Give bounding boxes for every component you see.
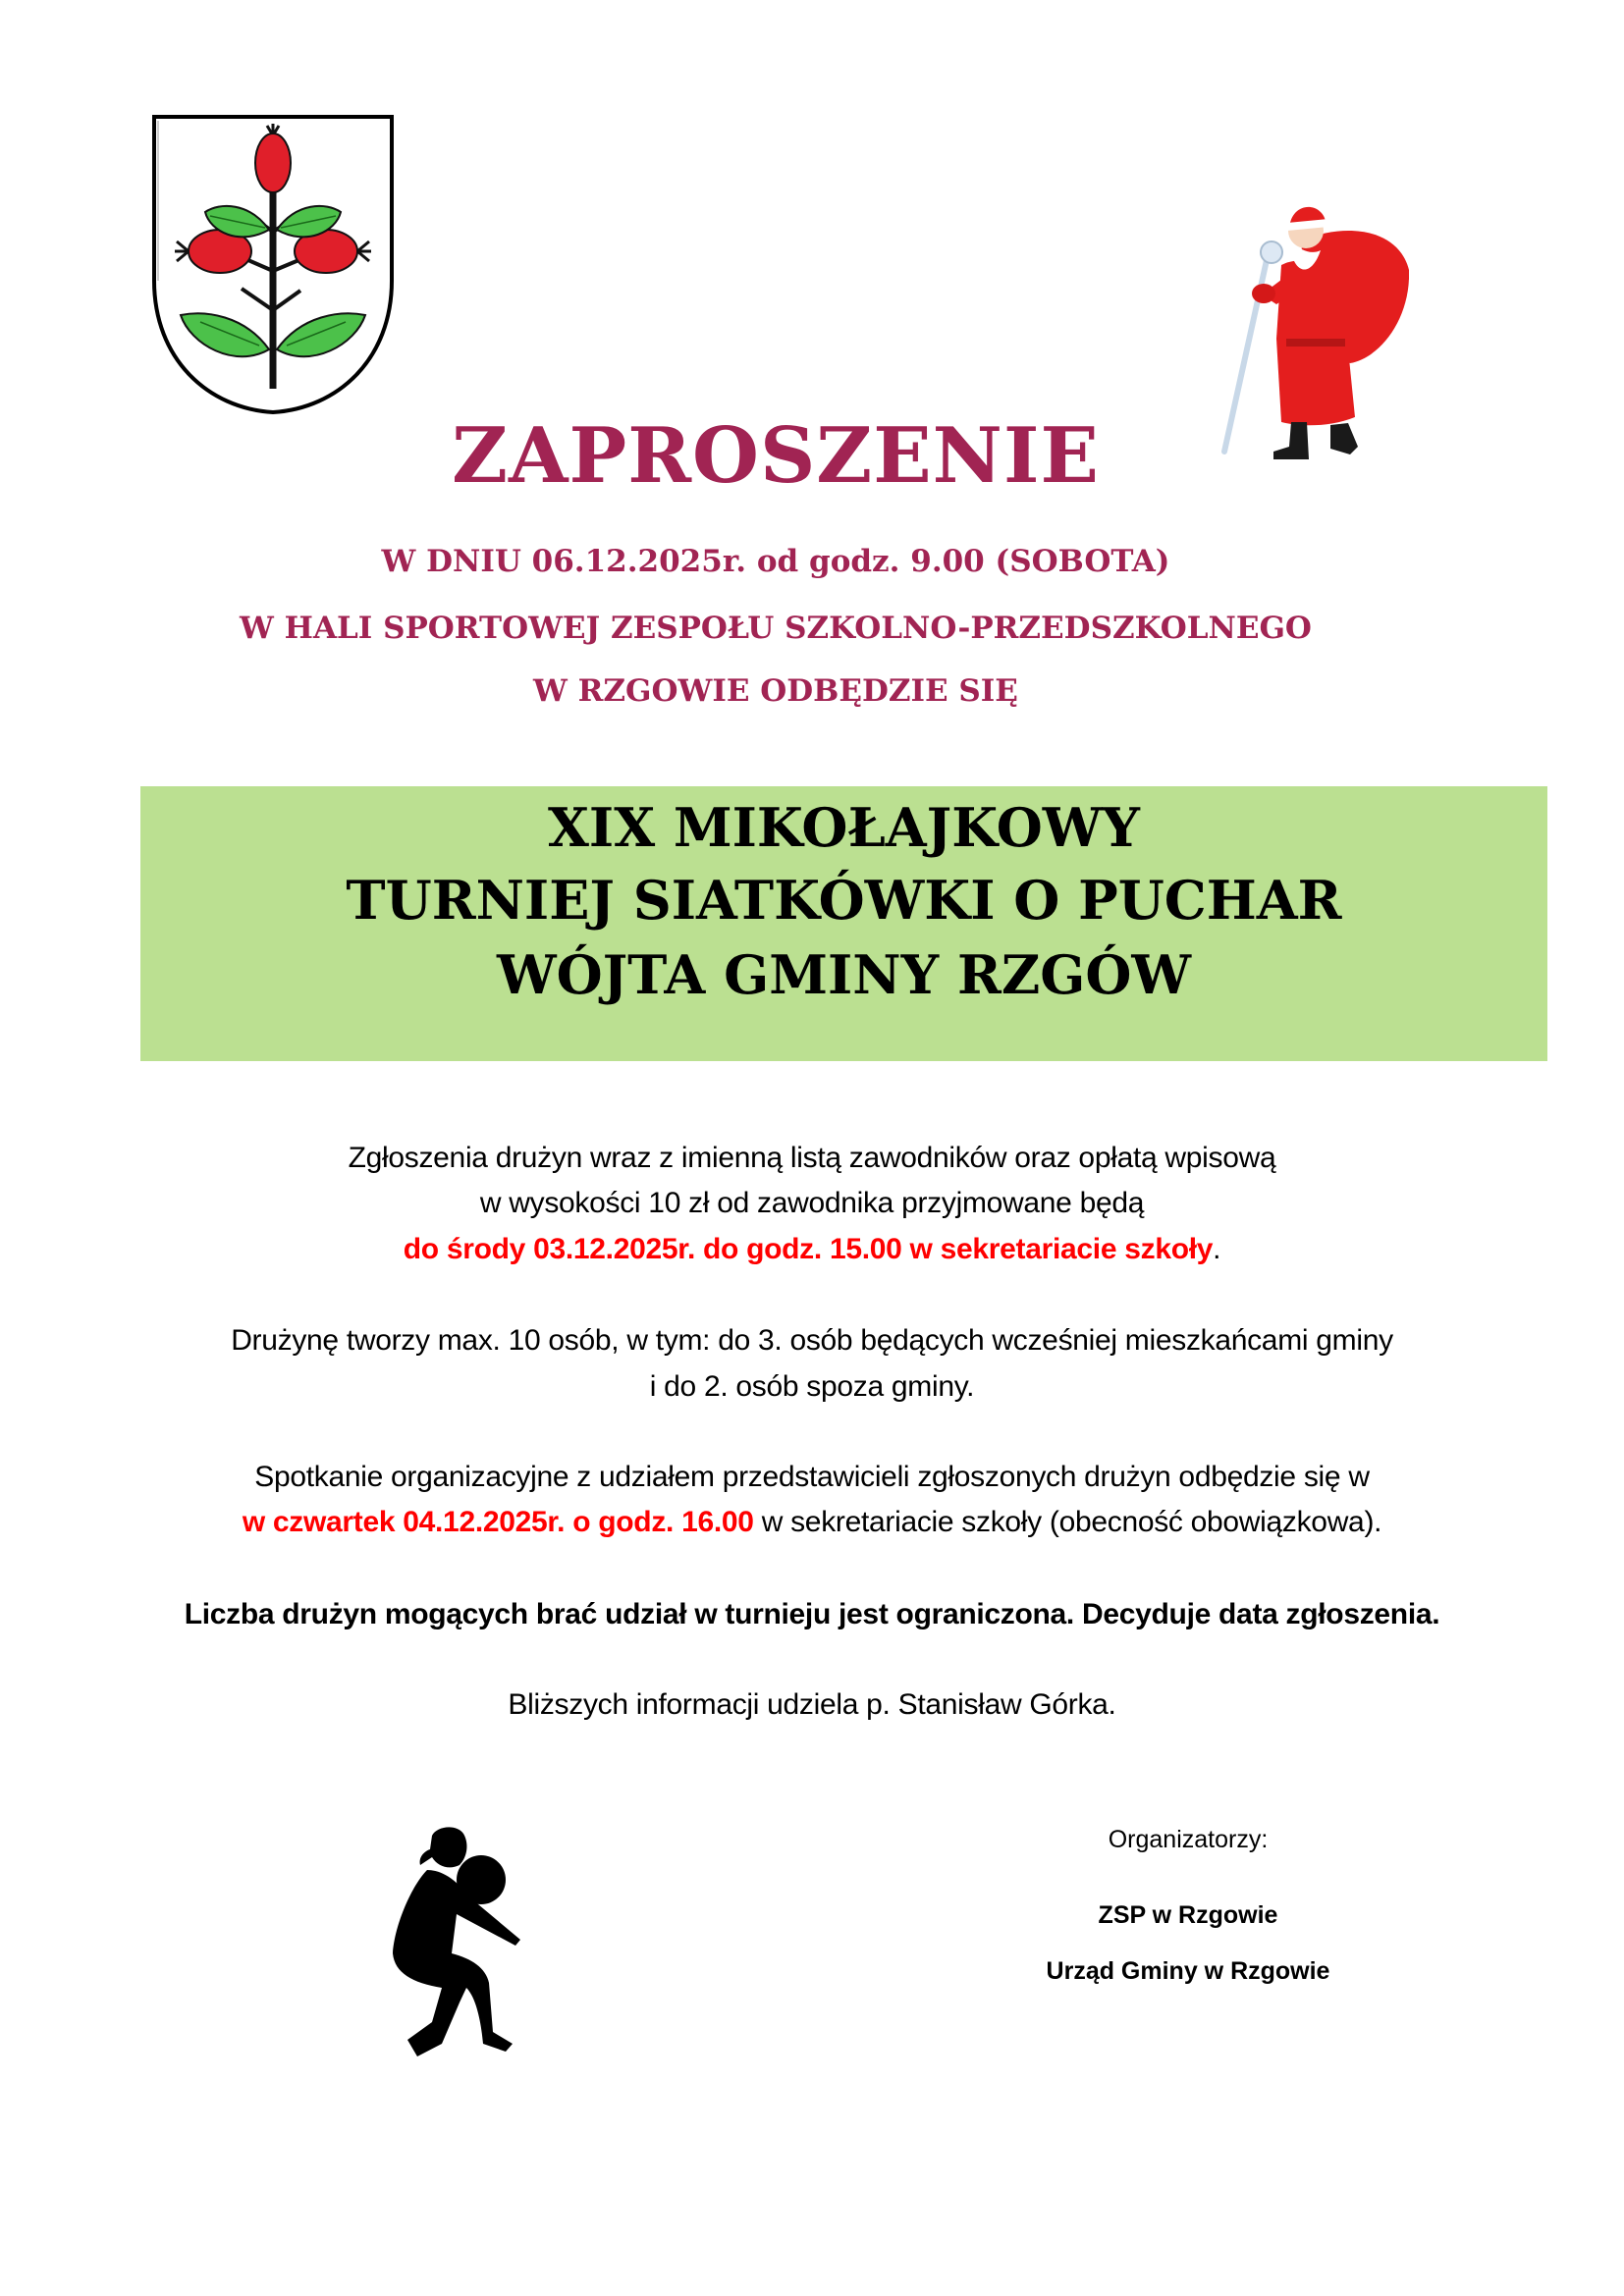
tournament-title-line: WÓJTA GMINY RZGÓW <box>496 943 1192 1006</box>
event-venue-line: W HALI SPORTOWEJ ZESPOŁU SZKOLNO-PRZEDSZKOLNEGO <box>240 611 1312 646</box>
coat-of-arms-icon <box>151 114 395 416</box>
deadline-period: . <box>1213 1233 1221 1265</box>
meeting-place-text: w sekretariacie szkoły (obecność obowiązkowa). <box>753 1506 1382 1538</box>
event-date-line: W DNIU 06.12.2025r. od godz. 9.00 (SOBOTA) <box>381 544 1170 579</box>
meeting-date-highlight: w czwartek 04.12.2025r. o godz. 16.00 <box>242 1506 754 1538</box>
registration-text: Zgłoszenia drużyn wraz z imienną listą zawodników oraz opłatą wpisową <box>348 1142 1276 1174</box>
registration-deadline <box>0 1230 1624 1269</box>
volleyball-player-icon <box>373 1787 569 2081</box>
invitation-title: ZAPROSZENIE <box>452 411 1100 501</box>
organizer-item: Urząd Gminy w Rzgowie <box>1046 1957 1330 1985</box>
meeting-text: Spotkanie organizacyjne z udziałem przedstawicieli zgłoszonych drużyn odbędzie się w <box>254 1461 1370 1493</box>
team-rules-text-2: i do 2. osób spoza gminy. <box>649 1370 975 1403</box>
contact-info: Bliższych informacji udziela p. Stanisław Górka. <box>508 1688 1116 1721</box>
deadline-highlight: do środy 03.12.2025r. do godz. 15.00 w sekretariacie szkoły <box>403 1233 1214 1265</box>
tournament-title-line: TURNIEJ SIATKÓWKI O PUCHAR <box>346 869 1342 932</box>
meeting-date <box>0 1503 1624 1542</box>
event-location-line: W RZGOWIE ODBĘDZIE SIĘ <box>533 673 1018 709</box>
tournament-title-line: XIX MIKOŁAJKOWY <box>548 796 1140 859</box>
registration-fee-text: w wysokości 10 zł od zawodnika przyjmowane będą <box>479 1187 1145 1219</box>
tournament-title-box <box>140 786 1547 1061</box>
team-rules-text: Drużynę tworzy max. 10 osób, w tym: do 3. osób będących wcześniej mieszkańcami gminy <box>231 1324 1393 1357</box>
team-limit-notice: Liczba drużyn mogących brać udział w turnieju jest ograniczona. Decyduje data zgłoszenia. <box>184 1598 1440 1630</box>
organizers-label: Organizatorzy: <box>1108 1826 1269 1853</box>
organizer-item: ZSP w Rzgowie <box>1098 1901 1278 1929</box>
